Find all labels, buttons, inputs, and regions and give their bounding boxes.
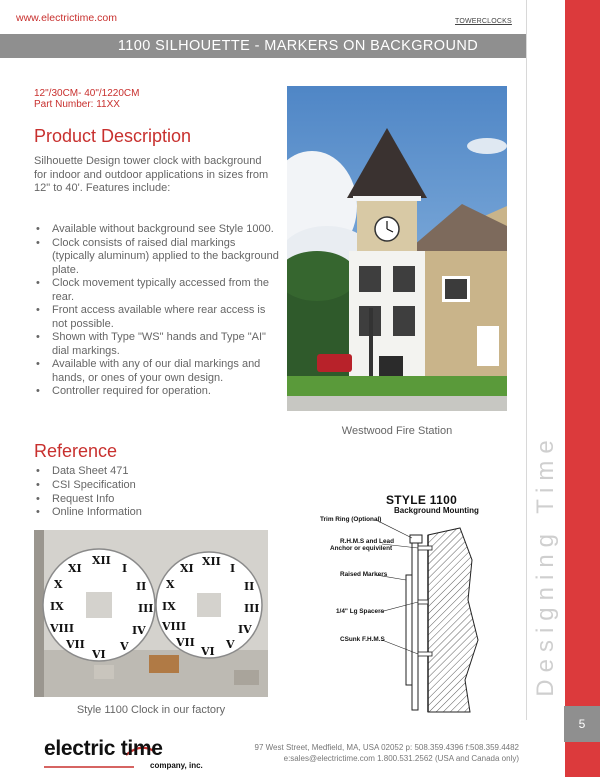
reference-link-online-info[interactable]: • Online Information (34, 506, 142, 520)
svg-text:VII: VII (176, 636, 195, 649)
svg-text:XI: XI (180, 562, 194, 575)
svg-text:IV: IV (238, 623, 252, 636)
towerclocks-link[interactable]: TOWERCLOCKS (455, 18, 512, 25)
list-item: • Controller required for operation. (34, 385, 279, 399)
electric-time-logo[interactable] (44, 737, 224, 771)
feature-list (34, 223, 279, 399)
svg-text:II: II (136, 580, 147, 593)
factory-photo-caption: Style 1100 Clock in our factory (76, 704, 226, 716)
reference-list (34, 465, 142, 520)
svg-text:IX: IX (50, 600, 64, 613)
svg-text:VI: VI (201, 645, 215, 658)
tower-photo-caption: Westwood Fire Station (341, 425, 453, 437)
address-line-1: 97 West Street, Medfield, MA, USA 02052 p: 508.359.4396 f:508.359.4482 (254, 743, 519, 752)
label-rhms-1: R.H.M.S and Lead (340, 538, 394, 545)
svg-text:VIII: VIII (162, 620, 186, 633)
svg-text:V: V (120, 640, 129, 653)
svg-text:X: X (166, 578, 175, 591)
logo-wordmark: electric time (44, 737, 163, 760)
svg-text:VIII: VIII (50, 622, 74, 635)
factory-photo (34, 530, 268, 697)
product-sizes: 12"/30CM- 40"/1220CM (34, 88, 140, 99)
page-title: 1100 SILHOUETTE - MARKERS ON BACKGROUND (0, 34, 526, 58)
label-raised-markers: Raised Markers (340, 571, 388, 578)
diagram-title: STYLE 1100 (386, 493, 458, 507)
description-paragraph: Silhouette Design tower clock with background for indoor and outdoor applications in sizes from 12" to 40'. Features include: (34, 155, 269, 194)
sidebar-divider (526, 0, 527, 720)
reference-link-csi[interactable]: • CSI Specification (34, 479, 142, 493)
svg-text:IX: IX (162, 600, 176, 613)
list-item: • Front access available where rear access is not possible. (34, 304, 279, 331)
svg-text:III: III (244, 602, 260, 615)
svg-text:V: V (226, 638, 235, 651)
svg-text:I: I (230, 562, 236, 575)
logo-company: company, inc. (150, 761, 203, 770)
svg-text:X: X (54, 578, 63, 591)
address-line-2: e:sales@electrictime.com 1.800.531.2562 (USA and Canada only) (283, 753, 519, 763)
list-item: • Shown with Type "WS" hands and Type "AI" dial markings. (34, 331, 279, 358)
list-item: • Available without background see Style 1000. (34, 223, 279, 237)
tower-photo (287, 86, 507, 411)
list-item: • Available with any of our dial markings and hands, or ones of your own design. (34, 358, 279, 385)
label-csunk: CSunk F.H.M.S (340, 636, 385, 643)
label-trim-ring: Trim Ring (Optional) (320, 516, 382, 523)
sidebar-tagline: Designing Time (532, 433, 559, 697)
part-number: Part Number: 11XX (34, 99, 120, 110)
site-url-link[interactable]: www.electrictime.com (16, 12, 117, 24)
page-number: 5 (564, 706, 600, 742)
svg-text:XII: XII (92, 554, 111, 567)
svg-text:I: I (122, 562, 128, 575)
label-spacers: 1/4" Lg Spacers (336, 608, 385, 615)
svg-text:IV: IV (132, 624, 146, 637)
label-rhms-2: Anchor or equivilent (330, 545, 393, 552)
reference-heading: Reference (34, 441, 118, 461)
svg-text:VI: VI (92, 648, 106, 661)
svg-text:VII: VII (66, 638, 85, 651)
list-item: • Clock movement typically accessed from the rear. (34, 277, 279, 304)
svg-text:XI: XI (68, 562, 82, 575)
svg-text:II: II (244, 580, 255, 593)
reference-link-data-sheet[interactable]: • Data Sheet 471 (34, 465, 142, 479)
description-heading: Product Description (34, 126, 192, 146)
company-address (255, 743, 519, 764)
sidebar-red-band (565, 0, 600, 777)
diagram-subtitle: Background Mounting (394, 506, 479, 515)
list-item: • Clock consists of raised dial markings (typically aluminum) applied to the background plate. (34, 237, 279, 278)
svg-text:III: III (138, 602, 154, 615)
svg-text:XII: XII (202, 555, 221, 568)
reference-link-request-info[interactable]: • Request Info (34, 493, 142, 507)
